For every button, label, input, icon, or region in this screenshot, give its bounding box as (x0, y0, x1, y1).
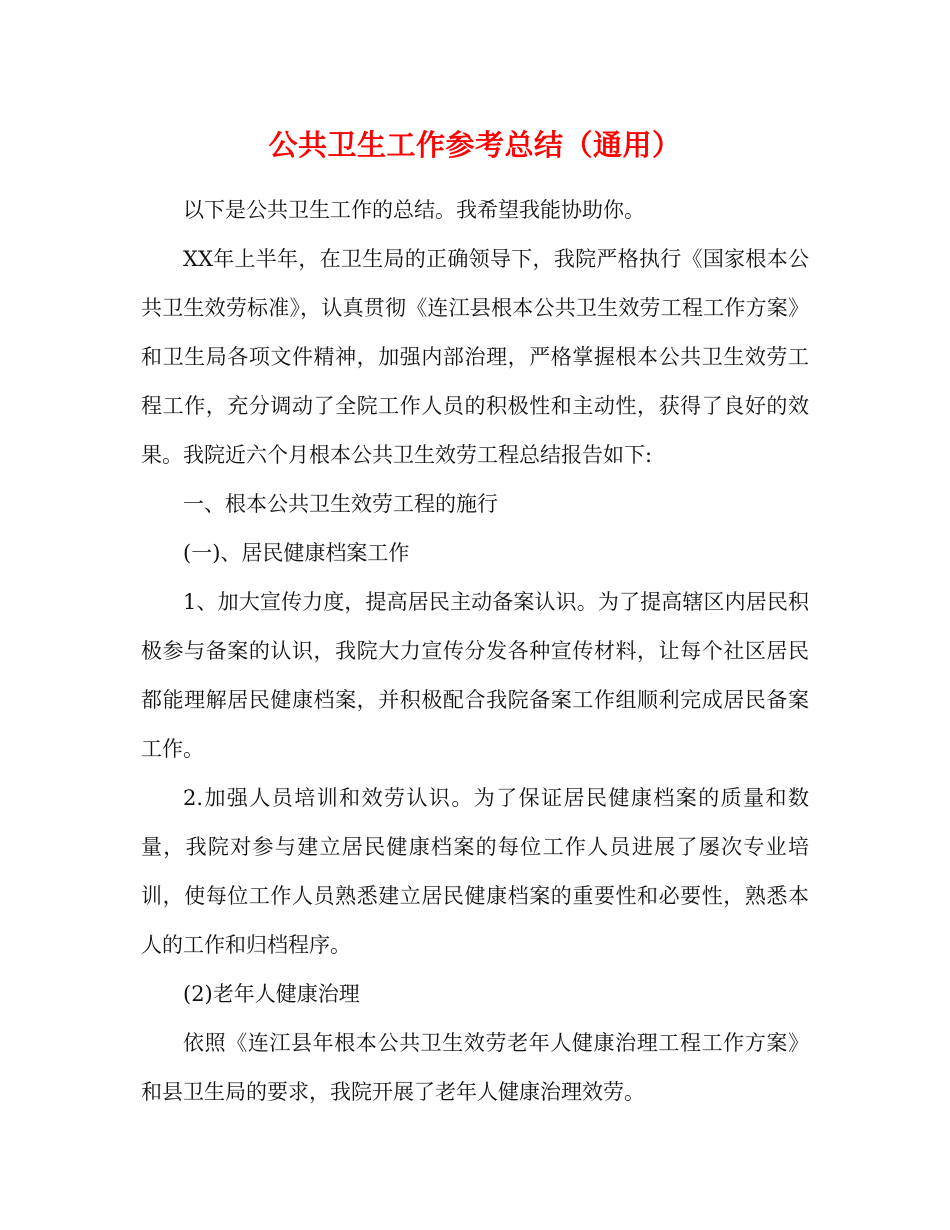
document-title: 公共卫生工作参考总结（通用） (268, 128, 682, 162)
subsection-heading-2: (2)老年人健康治理 (183, 982, 360, 1006)
summary-paragraph: XX年上半年，在卫生局的正确领导下，我院严格执行《国家根本公共卫生效劳标准》，认真贯彻《连江县根本公共卫生效劳工程工作方案》和卫生局各项文件精神，加强内部治理，严格掌握根本公共卫生效劳工程工作，充分调动了全院工作人员的积极性和主动性，获得了良好的效果。我院近六个月根本公共卫生效劳工程总结报告如下: (141, 247, 809, 467)
document-body (141, 122, 809, 1117)
body-paragraph: 2.加强人员培训和效劳认识。为了保证居民健康档案的质量和数量，我院对参与建立居民健康档案的每位工作人员进展了屡次专业培训，使每位工作人员熟悉建立居民健康档案的重要性和必要性，熟悉本人的工作和归档程序。 (141, 786, 809, 957)
body-paragraph: 1、加大宣传力度，提高居民主动备案认识。为了提高辖区内居民积极参与备案的认识，我院大力宣传分发各种宣传材料，让每个社区居民都能理解居民健康档案，并积极配合我院备案工作组顺利完成居民备案工作。 (141, 590, 809, 761)
intro-paragraph: 以下是公共卫生工作的总结。我希望我能协助你。 (183, 198, 645, 222)
section-heading-1: 一、根本公共卫生效劳工程的施行 (183, 492, 498, 516)
body-paragraph: 依照《连江县年根本公共卫生效劳老年人健康治理工程工作方案》和县卫生局的要求，我院开展了老年人健康治理效劳。 (141, 1031, 809, 1104)
subsection-heading-1: (一)、居民健康档案工作 (183, 541, 410, 565)
